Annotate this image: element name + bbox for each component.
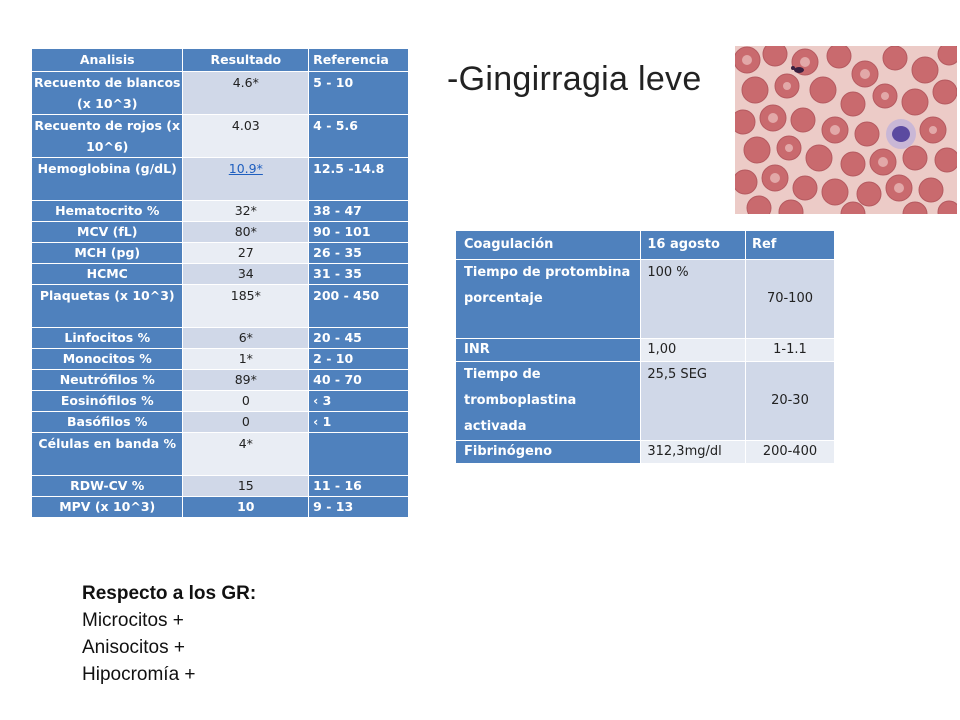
analisis-cell: Células en banda % <box>32 433 183 476</box>
referencia-cell: 26 - 35 <box>309 243 409 264</box>
referencia-cell: 5 - 10 <box>309 72 409 115</box>
notes-heading: Respecto a los GR: <box>82 583 257 604</box>
referencia-cell: ‹ 3 <box>309 391 409 412</box>
referencia-cell: 4 - 5.6 <box>309 115 409 158</box>
header-resultado: Resultado <box>183 49 309 72</box>
referencia-cell: ‹ 1 <box>309 412 409 433</box>
table-header-row <box>32 49 409 72</box>
resultado-cell: 89* <box>183 370 309 391</box>
resultado-cell: 185* <box>183 285 309 328</box>
analisis-cell: Monocitos % <box>32 349 183 370</box>
coagulation-table <box>455 230 835 464</box>
gr-notes <box>82 580 256 688</box>
resultado-cell: 0 <box>183 391 309 412</box>
resultado-cell: 4* <box>183 433 309 476</box>
resultado-cell: 4.03 <box>183 115 309 158</box>
analisis-cell: MPV (x 10^3) <box>32 497 183 518</box>
resultado-cell: 4.6* <box>183 72 309 115</box>
table-row <box>32 201 409 222</box>
table-row <box>456 260 835 339</box>
table-row <box>32 476 409 497</box>
analisis-cell: Eosinófilos % <box>32 391 183 412</box>
analisis-cell: HCMC <box>32 264 183 285</box>
resultado-cell: 6* <box>183 328 309 349</box>
referencia-cell: 90 - 101 <box>309 222 409 243</box>
resultado-cell: 80* <box>183 222 309 243</box>
resultado-cell: 25,5 SEG <box>641 362 746 441</box>
analisis-cell: INR <box>456 339 641 362</box>
analisis-cell: Tiempo de tromboplastina activada <box>456 362 641 441</box>
header-ref: Ref <box>745 231 834 260</box>
table-row <box>456 441 835 464</box>
table-row <box>32 433 409 476</box>
header-analisis: Analisis <box>32 49 183 72</box>
resultado-cell: 312,3mg/dl <box>641 441 746 464</box>
note-item: Hipocromía + <box>82 664 196 685</box>
table-row <box>32 349 409 370</box>
table-row <box>32 285 409 328</box>
referencia-cell: 20 - 45 <box>309 328 409 349</box>
resultado-cell: 100 % <box>641 260 746 339</box>
table-row <box>32 412 409 433</box>
referencia-cell <box>309 433 409 476</box>
resultado-cell: 27 <box>183 243 309 264</box>
resultado-cell: 0 <box>183 412 309 433</box>
resultado-cell: 1,00 <box>641 339 746 362</box>
analisis-cell: Tiempo de protombina porcentaje <box>456 260 641 339</box>
table-header-row <box>456 231 835 260</box>
hemoglobina-link[interactable]: 10.9* <box>228 161 263 176</box>
header-coagulacion: Coagulación <box>456 231 641 260</box>
analisis-cell: Hematocrito % <box>32 201 183 222</box>
analisis-cell: Hemoglobina (g/dL) <box>32 158 183 201</box>
table-row <box>32 370 409 391</box>
blood-smear-drawing <box>735 46 957 214</box>
referencia-cell: 9 - 13 <box>309 497 409 518</box>
table-row <box>456 362 835 441</box>
table-row <box>456 339 835 362</box>
hematology-table <box>31 48 409 518</box>
table-row <box>32 222 409 243</box>
table-row <box>32 243 409 264</box>
referencia-cell: 70-100 <box>745 260 834 339</box>
referencia-cell: 20-30 <box>745 362 834 441</box>
referencia-cell: 40 - 70 <box>309 370 409 391</box>
table-row <box>32 115 409 158</box>
referencia-cell: 11 - 16 <box>309 476 409 497</box>
table-row <box>32 391 409 412</box>
resultado-cell: 32* <box>183 201 309 222</box>
header-referencia: Referencia <box>309 49 409 72</box>
blood-smear-image <box>735 46 957 214</box>
analisis-cell: MCV (fL) <box>32 222 183 243</box>
table-row <box>32 158 409 201</box>
referencia-cell: 12.5 -14.8 <box>309 158 409 201</box>
note-item: Microcitos + <box>82 610 184 631</box>
table-row <box>32 328 409 349</box>
referencia-cell: 38 - 47 <box>309 201 409 222</box>
analisis-cell: Neutrófilos % <box>32 370 183 391</box>
analisis-cell: Plaquetas (x 10^3) <box>32 285 183 328</box>
analisis-cell: Basófilos % <box>32 412 183 433</box>
table-row <box>32 72 409 115</box>
note-item: Anisocitos + <box>82 637 185 658</box>
referencia-cell: 31 - 35 <box>309 264 409 285</box>
resultado-cell: 1* <box>183 349 309 370</box>
table-row <box>32 264 409 285</box>
resultado-cell <box>183 158 309 201</box>
resultado-cell: 15 <box>183 476 309 497</box>
table-row <box>32 497 409 518</box>
resultado-cell: 34 <box>183 264 309 285</box>
analisis-cell: Fibrinógeno <box>456 441 641 464</box>
analisis-cell: RDW-CV % <box>32 476 183 497</box>
referencia-cell: 200 - 450 <box>309 285 409 328</box>
referencia-cell: 2 - 10 <box>309 349 409 370</box>
referencia-cell: 1-1.1 <box>745 339 834 362</box>
referencia-cell: 200-400 <box>745 441 834 464</box>
analisis-cell: Recuento de blancos (x 10^3) <box>32 72 183 115</box>
analisis-cell: Recuento de rojos (x 10^6) <box>32 115 183 158</box>
analisis-cell: Linfocitos % <box>32 328 183 349</box>
header-fecha: 16 agosto <box>641 231 746 260</box>
slide-title: -Gingirragia leve <box>447 60 702 98</box>
analisis-cell: MCH (pg) <box>32 243 183 264</box>
resultado-cell: 10 <box>183 497 309 518</box>
